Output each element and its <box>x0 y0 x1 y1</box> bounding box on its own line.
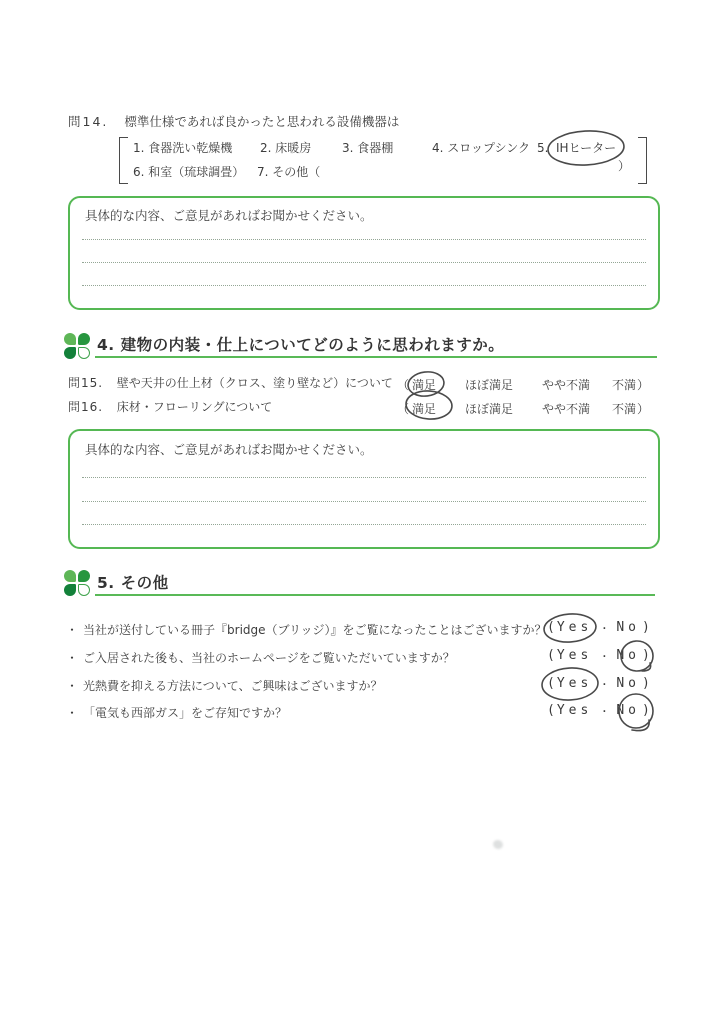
bullet: ・ <box>66 623 79 637</box>
yes-label: Yes <box>556 703 593 718</box>
bullet: ・ <box>66 679 79 693</box>
scan-speck <box>492 839 504 851</box>
dot-separator: ・ <box>599 652 610 663</box>
question-16-scale <box>397 400 649 416</box>
yesno-question-saibu-gas <box>66 704 287 721</box>
writein-line <box>82 477 646 478</box>
yesno-question-homepage <box>66 649 455 666</box>
q14-option-floor-heating: 2. 床暖房 <box>260 141 312 155</box>
leaf-bottom-right <box>78 347 90 359</box>
comment-prompt: 具体的な内容、ご意見があればお聞かせください。 <box>85 208 373 223</box>
question-14-label: 問14. <box>68 114 109 129</box>
section-4-text: 建物の内装・仕上についてどのように思われますか。 <box>120 336 505 354</box>
yesno-question-text: ご入居された後も、当社のホームページをご覧いただいていますか？ <box>83 651 455 665</box>
scale-option-satisfied: 満足 <box>412 378 437 392</box>
question-16-line <box>68 400 272 415</box>
scale-close-paren: ） <box>637 378 650 392</box>
q14-option-cupboard: 3. 食器棚 <box>342 141 394 155</box>
yesno-question-text: 「電気も西部ガス」をご存知ですか？ <box>83 706 288 720</box>
scale-open-paren: （ <box>397 378 410 392</box>
q14-other-closing-paren: ） <box>618 159 631 173</box>
paren-open: ( <box>547 703 555 718</box>
leaf-top-right <box>78 333 90 345</box>
yesno-question-utility-costs <box>66 677 383 694</box>
paren-close: ) <box>641 648 650 663</box>
question-16-text: 床材・フローリングについて <box>116 400 273 414</box>
clover-leaf-icon <box>64 570 90 596</box>
paren-close: ) <box>641 620 650 635</box>
question-14-line <box>68 114 399 130</box>
yesno-answer-saibu-gas <box>547 703 650 718</box>
yesno-answer-bridge <box>547 620 650 635</box>
section-5-underline <box>95 594 655 596</box>
q14-option-other: 7. その他（ <box>257 165 321 179</box>
leaf-bottom-left <box>64 347 76 359</box>
scale-option-mostly-satisfied: ほぼ満足 <box>465 402 514 416</box>
writein-line <box>82 239 646 240</box>
leaf-top-left <box>64 570 76 582</box>
no-label: No <box>616 620 640 635</box>
yesno-question-text: 光熱費を抑える方法について、ご興味はございますか？ <box>83 679 383 693</box>
scale-option-satisfied: 満足 <box>412 402 437 416</box>
dot-separator: ・ <box>599 707 610 718</box>
question-15-line <box>68 376 393 391</box>
paren-close: ) <box>641 703 650 718</box>
yes-label: Yes <box>556 648 593 663</box>
yesno-question-bridge <box>66 621 547 638</box>
scale-option-dissatisfied: 不満 <box>612 402 637 416</box>
circle-no-homepage-tail <box>642 663 651 671</box>
paren-open: ( <box>547 648 555 663</box>
scale-option-dissatisfied: 不満 <box>612 378 637 392</box>
scale-option-somewhat-dissatisfied: やや不満 <box>542 378 591 392</box>
leaf-bottom-left <box>64 584 76 596</box>
leaf-top-left <box>64 333 76 345</box>
section-4-underline <box>95 356 657 358</box>
no-label: No <box>616 648 640 663</box>
q14-option-ih-heater: IHヒーター <box>556 141 617 155</box>
section-4-title <box>97 333 504 355</box>
comment-box-2 <box>68 429 660 549</box>
question-14-text: 標準仕様であれば良かったと思われる設備機器は <box>124 114 400 129</box>
writein-line <box>82 262 646 263</box>
writein-line <box>82 501 646 502</box>
section-4-number: 4. <box>97 336 115 354</box>
scale-option-mostly-satisfied: ほぼ満足 <box>465 378 514 392</box>
yes-label: Yes <box>556 620 593 635</box>
q14-option-dishwasher: 1. 食器洗い乾燥機 <box>133 141 233 155</box>
dot-separator: ・ <box>599 624 610 635</box>
no-label: No <box>616 703 640 718</box>
q14-option-5-number: 5. <box>537 141 549 155</box>
yesno-answer-homepage <box>547 648 650 663</box>
question-15-scale <box>397 376 649 392</box>
bullet: ・ <box>66 706 79 720</box>
options-bracket-right <box>638 137 647 184</box>
scale-open-paren: （ <box>397 402 410 416</box>
section-5-text: その他 <box>120 574 169 592</box>
yes-label: Yes <box>556 676 593 691</box>
yesno-answer-utility-costs <box>547 676 650 691</box>
writein-line <box>82 285 646 286</box>
writein-line <box>82 524 646 525</box>
section-5-title <box>97 571 169 593</box>
question-15-label: 問15. <box>68 376 104 390</box>
paren-close: ) <box>641 676 650 691</box>
section-5-number: 5. <box>97 574 115 592</box>
yesno-question-text: 当社が送付している冊子『bridge（ブリッジ）』をご覧になったことはございますか？ <box>83 623 547 637</box>
dot-separator: ・ <box>599 680 610 691</box>
circle-no-saibu-gas-tail <box>632 720 649 731</box>
bullet: ・ <box>66 651 79 665</box>
paren-open: ( <box>547 620 555 635</box>
scale-close-paren: ） <box>637 402 650 416</box>
clover-leaf-icon <box>64 333 90 359</box>
leaf-top-right <box>78 570 90 582</box>
question-16-label: 問16. <box>68 400 104 414</box>
q14-option-japanese-room: 6. 和室（琉球調畳） <box>133 165 245 179</box>
comment-prompt: 具体的な内容、ご意見があればお聞かせください。 <box>85 442 373 457</box>
scale-option-somewhat-dissatisfied: やや不満 <box>542 402 591 416</box>
comment-box-1 <box>68 196 660 310</box>
options-bracket-left <box>119 137 128 184</box>
question-15-text: 壁や天井の仕上材（クロス、塗り壁など）について <box>116 376 393 390</box>
q14-option-slop-sink: 4. スロップシンク <box>432 141 531 155</box>
paren-open: ( <box>547 676 555 691</box>
leaf-bottom-right <box>78 584 90 596</box>
no-label: No <box>616 676 640 691</box>
